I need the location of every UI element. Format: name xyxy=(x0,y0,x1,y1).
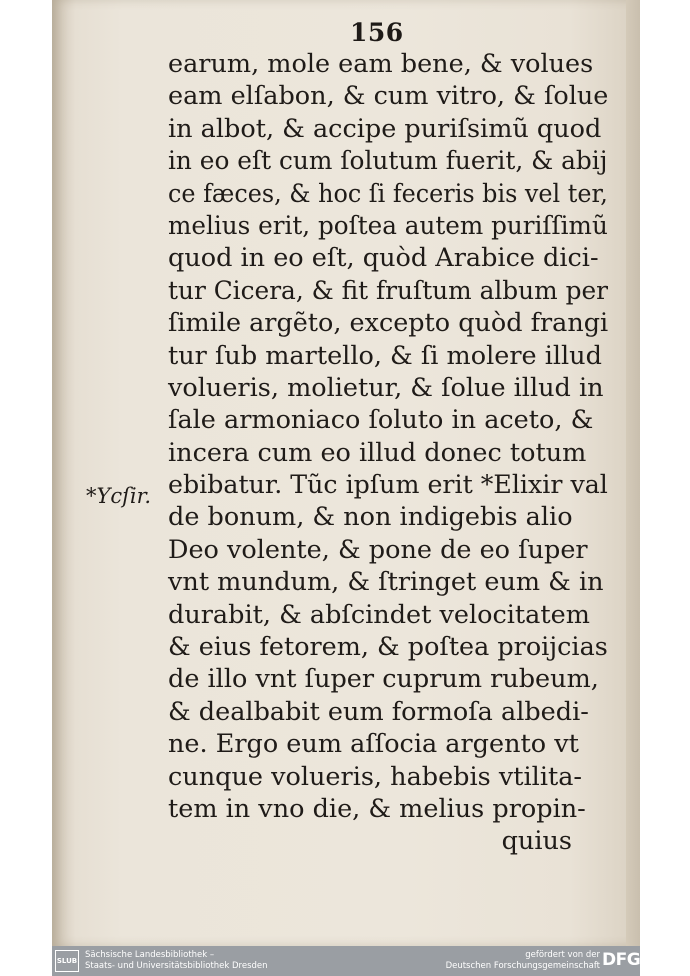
text-line: & dealbabit eum formoſa albedi- xyxy=(168,696,589,727)
slub-logo xyxy=(55,950,79,972)
text-line: durabit, & abſcindet velocitatem xyxy=(168,599,590,630)
dfg-logo: DFG xyxy=(602,950,641,970)
funding-credit xyxy=(446,950,600,972)
text-line: tur Cicera, & fit fruſtum album per xyxy=(168,275,609,306)
library-line-2: Staats- und Universitätsbibliothek Dresden xyxy=(85,961,268,971)
slub-logo-text: SLUB xyxy=(56,956,78,965)
text-line: cunque volueris, habebis vtilita- xyxy=(168,761,583,792)
text-line: tur ſub martello, & ſi molere illud xyxy=(168,340,602,371)
text-line: in eo eſt cum ſolutum fuerit, & abij xyxy=(168,146,608,177)
text-line: melius erit, poſtea autem puriſſimũ xyxy=(168,210,608,241)
text-line: & eius fetorem, & poſtea proijcias xyxy=(168,632,608,663)
text-line: ſale armoniaco ſoluto in aceto, & xyxy=(168,405,594,436)
funding-line-1: gefördert von der xyxy=(525,950,600,960)
text-line: quod in eo eſt, quòd Arabice dici- xyxy=(168,243,599,274)
text-line: tem in vno die, & melius propin- xyxy=(168,793,586,824)
catchword: quius xyxy=(501,826,572,857)
text-line: earum, mole eam bene, & volues xyxy=(168,49,594,79)
text-line: incera cum eo illud donec totum xyxy=(168,437,587,468)
text-line: vnt mundum, & ſtringet eum & in xyxy=(168,567,604,598)
text-line: eam elſabon, & cum vitro, & ſolue xyxy=(168,81,609,112)
text-line: Deo volente, & pone de eo ſuper xyxy=(168,534,588,565)
text-line: in albot, & accipe puriſsimũ quod xyxy=(168,113,602,144)
page-edge xyxy=(626,0,640,946)
text-line: ebibatur. Tũc ipſum erit *Elixir val xyxy=(168,470,608,501)
text-line: de illo vnt ſuper cuprum rubeum, xyxy=(168,664,599,695)
text-line: ſimile argẽto, excepto quòd frangi xyxy=(168,308,609,339)
library-line-1: Sächsische Landesbibliothek – xyxy=(85,950,215,960)
text-line: ce fæces, & hoc ſi feceris bis vel ter, xyxy=(168,178,608,209)
library-credit xyxy=(85,950,268,972)
text-line: de bonum, & non indigebis alio xyxy=(168,502,573,533)
margin-note: *Ycſir. xyxy=(86,484,152,508)
page-number: 156 xyxy=(350,18,404,47)
text-line: ne. Ergo eum aſſocia argento vt xyxy=(168,729,579,760)
funding-line-2: Deutschen Forschungsgemeinschaft xyxy=(445,961,600,971)
text-block xyxy=(168,48,608,858)
text-line: volueris, molietur, & ſolue illud in xyxy=(168,372,604,403)
